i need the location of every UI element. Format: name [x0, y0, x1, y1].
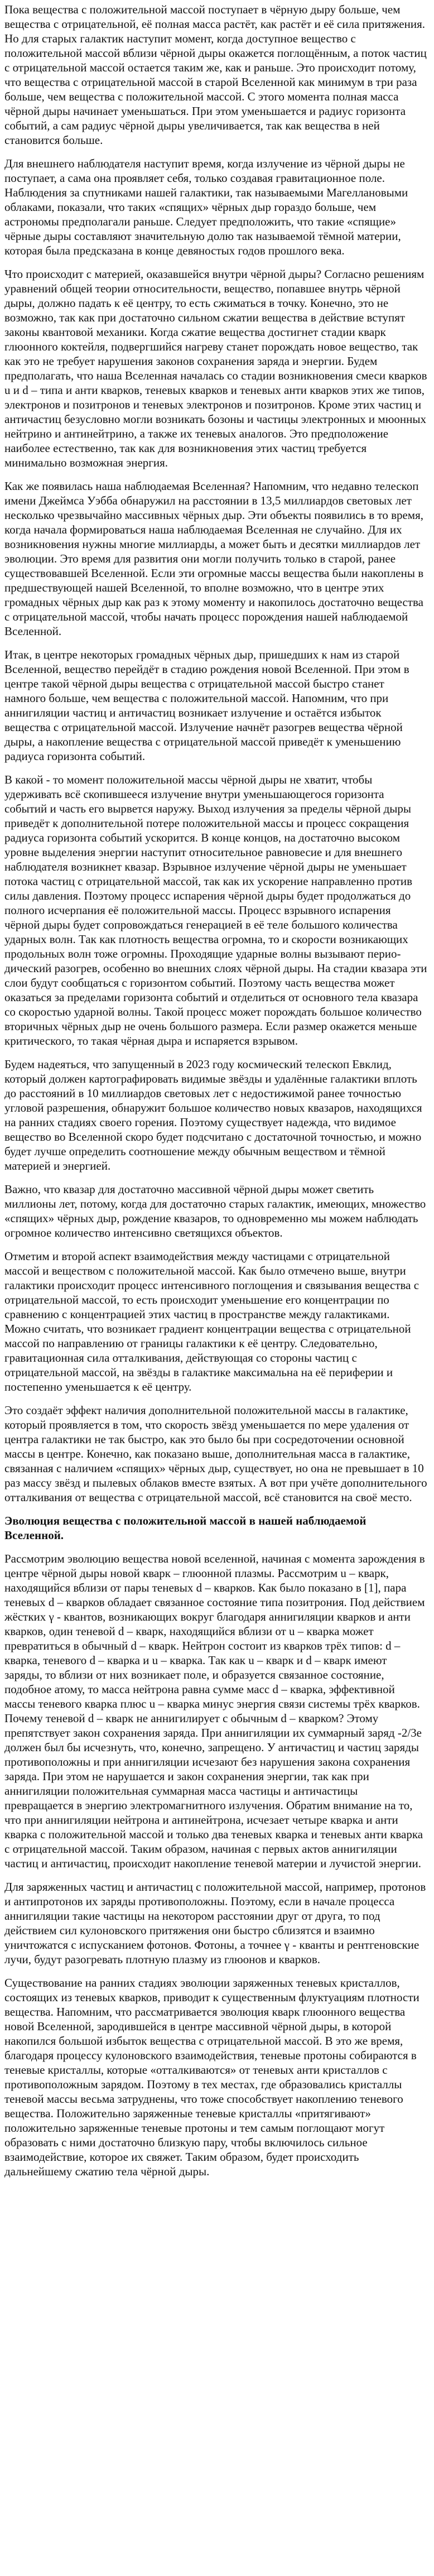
- paragraph: Отметим и второй аспект взаимодействия между частицами с отрицательной массой и веществом с положительной массой. Как было отмечено выше, внутри галактики происходит процесс интенсивного поглощения и связывания вещества с отрицательной массой, то есть происходит уменьшение его концентрации по сравнению с концентрацией этих частиц в пространстве между галактиками. Можно считать, что возникает градиент концентрации вещества с отрицательной массой по направлению от границы галактики к её центру. Следовательно, гравитационная сила отталкивания, действующая со стороны частиц с отрицательной массой, на звёзды в галактике максимальна на её периферии и постепенно уменьшается к её центру.: [4, 1249, 419, 1393]
- paragraph: Существование на ранних стадиях эволюции заряженных теневых кристаллов, состоящих из теневых кварков, приводит к существенным флуктуациям плотности вещества. Напомним, что рассматривается эволюция кварк глюонного вещества новой Вселенной, зародившейся в центре массивной чёрной дыры, в которой накопился большой избыток вещества с отрицательной массой. В это же время, благодаря процессу кулоновского взаимодействия, теневые протоны собираются в теневые кристаллы, которые «отталкиваются» от теневых анти кристаллов с противоположным зарядом. Поэтому в тех местах, где образовались кристаллы теневой массы весьма затруднены, что тоже способствует накоплению теневого вещества. Положительно заряженные теневые кристаллы «притягивают» положительно заряженные теневые протоны и тем самым поглощают могут образовать с ними достаточно близкую пару, чтобы включилось сильное взаимодействие, которое их свяжет. Таким образом, будет происходить дальнейшему сжатию тела чёрной дыры.: [4, 1976, 419, 2178]
- paragraph: Рассмотрим эволюцию вещества новой вселенной, начиная с момента зарождения в центре чёрной дыры новой кварк – глюонной плазмы. Рассмотрим u – кварк, находящийся вблизи от пары теневых d – кварков. Как было показано в [1], пара теневых d – кварков обладает связанное состояние типа позитрония. Под действием жёстких γ - квантов, возникающих вокруг благодаря аннигиляции кварков и анти кварков, один теневой d – кварк, находящийся вблизи от u – кварка может превратиться в обычный d – кварк. Нейтрон состоит из кварков трёх типов: d – кварка, теневого d – кварка и u – кварка. Так как u – кварк и d – кварк имеют заряды, то вблизи от них возникает поле, и образуется связанное состояние, подобное атому, то масса нейтрона равна сумме масс d – кварка, эффективной массы теневого кварка плюс u – кварка минус энергия связи системы трёх кварков. Почему теневой d – кварк не аннигилирует с обычным d – кварком? Этому препятствует закон сохранения заряда. При аннигиляции их суммарный заряд -2/3e должен был бы исчезнуть, что, конечно, запрещено. У античастиц и частиц заряды противоположны и при аннигиляции исчезают без нарушения закона сохранения заряда. При этом не нарушается и закон сохранения энергии, так как при аннигиляции положительная суммарная масса частицы и античастицы превращается в энергию электромагнитного излучения. Обратим внимание на то, что при аннигиляции нейтрона и антинейтрона, исчезает четыре кварка и анти кварка с положительной массой и только два теневых кварка и теневых анти кварка с отрицательной массой. Таким образом, начиная с первых актов аннигиляции частиц и античастиц, происходит накопление теневой материи и лучистой энергии.: [4, 1552, 425, 1870]
- section-heading: Эволюция вещества с положительной массой в нашей наблюдаемой Вселенной.: [4, 1514, 367, 1542]
- paragraph: Для внешнего наблюдателя наступит время, когда излучение из чёрной дыры не поступает, а сама она проявляет себя, только создавая гравитационное поле. Наблюдения за спутниками нашей галактики, так называемыми Магеллановыми облаками, показали, что таких «спящих» чёрных дыр гораздо больше, чем астрономы предполагали раньше. Следует предположить, что такие «спящие» чёрные дыры составляют значительную долю так называемой тёмной материи, которая была предсказана в конце девяностых годов прошлого века.: [4, 157, 408, 257]
- paragraph: Будем надеяться, что запущенный в 2023 году космический телескоп Евклид, который должен картографировать видимые звёзды и удалённые галактики вплоть до расстояний в 10 миллиардов световых лет с недостижимой ранее точностью угловой разрешения, обнаружит большое количество новых квазаров, находящихся на ранних стадиях своего горения. Поэтому существует надежда, что видимое вещество во Вселенной скоро будет подсчитано с достаточной точностью, и можно будет лучше определить соотношение между обычным веществом и тёмной материей и энергией.: [4, 1058, 422, 1172]
- paragraph: Для заряженных частиц и античастиц с положительной массой, например, протонов и антипротонов их заряды противоположны. Поэтому, если в начале процесса аннигиляции такие частицы на некотором расстоянии друг от друга, то под действием сил кулоновского притяжения они быстро сблизятся и взаимно уничтожатся с испусканием фотонов. Фотоны, а точнее γ - кванты и рентгеновские лучи, будут разогревать плотную плазму из глюонов и кварков.: [4, 1880, 426, 1966]
- paragraph: Итак, в центре некоторых громадных чёрных дыр, пришедших к нам из старой Вселенной, вещество перейдёт в стадию рождения новой Вселенной. При этом в центре такой чёрной дыры вещества с отрицательной массой быстро станет намного больше, чем вещества с положительной массой. Напомним, что при аннигиляции частиц и античастиц возникает излучение и остаётся избыток вещества с отрицательной массой. Излучение начнёт разогрев вещества чёрной дыры, а накопление вещества с отрицательной массой приведёт к уменьшению радиуса горизонта событий.: [4, 648, 409, 763]
- paragraph: Это создаёт эффект наличия дополнительной положительной массы в галактике, который проявляется в том, что скорость звёзд уменьшается по мере удаления от центра галактики не так быстро, как это было бы при сосредоточении основной массы в центре. Конечно, как показано выше, дополнительная масса в галактике, связанная с наличием «спящих» чёрных дыр, существует, но она не превышает в 10 раз массу звёзд и пылевых облаков вместе взятых. А вот при учёте дополнительного отталкивания от вещества с отрицательной массой, всё становится на своё место.: [4, 1404, 427, 1504]
- paragraph: В какой - то момент положительной массы чёрной дыры не хватит, чтобы удерживать всё скопившееся излучение внутри уменьшающегося горизонта событий и часть его вырвется наружу. Выход излучения за пределы чёрной дыры приведёт к дополнительной потере положительной массы и процесс сокращения радиуса горизонта событий ускорится. В конце концов, на достаточно высоком уровне выделения энергии наступит относительное равновесие и для внешнего наблюдателя возникнет квазар. Взрывное излучение чёрной дыры не уменьшает потока частиц с отрицательной массой, так как их ускорение направленно против силы давления. Поэтому процесс испарения чёрной дыры будет продолжаться до полного исчерпания её положительной массы. Процесс взрывного испарения чёрной дыры будет сопровождаться генерацией в её теле большого количества ударных волн. Так как плотность вещества огромна, то и скорости возникающих продольных волн тоже огромны. Проходящие ударные волны вызывают перио-дический разогрев, особенно во внешних слоях чёрной дыры. На стадии квазара эти слои будут сообщаться с горизонтом событий. Поэтому часть вещества может оказаться за пределами горизонта событий и отделиться от основного тела квазара со скоростью ударной волны. Такой процесс может порождать большое количество вторичных чёрных дыр не очень большого размера. Если размер окажется меньше критического, то такая чёрная дыра и испаряется взрывом.: [4, 773, 427, 1047]
- paragraph: Что происходит с материей, оказавшейся внутри чёрной дыры? Согласно решениям уравнений общей теории относительности, вещество, попавшее внутрь чёрной дыры, должно падать к её центру, то есть сжиматься в точку. Конечно, это не возможно, так как при достаточно сильном сжатии вещества в действие вступят законы квантовой механики. Когда сжатие вещества достигнет стадии кварк глюонного коктейля, подвергшийся нагреву станет порождать новое вещество, так как это не требует нарушения законов сохранения заряда и энергии. Будем предполагать, что наша Вселенная началась со стадии возникновения смеси кварков u и d – типа и анти кварков, теневых кварков и теневых анти кварков этих же типов, электронов и позитронов и теневых электронов и позитронов. Кроме этих частиц и античастиц безусловно могли возникать бозоны и частицы электронных и мюонных нейтрино и антинейтрино, а также их теневых аналогов. Это предположение наиболее естественно, так как для возникновения этих частиц требуется минимально возможная энергия.: [4, 267, 427, 469]
- paragraph: Пока вещества с положительной массой поступает в чёрную дыру больше, чем вещества с отрицательной, её полная масса растёт, как растёт и её сила притяжения. Но для старых галактик наступит момент, когда доступное вещество с положительной массой вблизи чёрной дыры окажется поглощённым, а поток частиц с отрицательной массой остается таким же, как и раньше. Это происходит потому, что вещества с отрицательной массой в старой Вселенной как минимум в три раза больше, чем вещества с положительной массой. С этого момента полная масса чёрной дыры начинает уменьшаться. При этом уменьшается и радиус горизонта событий, а сам радиус чёрной дыры увеличивается, так как вещества в ней становится больше.: [4, 3, 427, 147]
- paragraph: Важно, что квазар для достаточно массивной чёрной дыры может светить миллионы лет, потому, когда для достаточно старых галактик, имеющих, множество «спящих» чёрных дыр, рождение квазаров, то одновременно мы можем наблюдать огромное количество интенсивно светящихся объектов.: [4, 1183, 426, 1239]
- paragraph: Как же появилась наша наблюдаемая Вселенная? Напомним, что недавно телескоп имени Джеймса Уэбба обнаружил на расстоянии в 13,5 миллиардов световых лет несколько чрезвычайно массивных чёрных дыр. Эти объекты появились в то время, когда начала формироваться наша наблюдаемая Вселенная не случайно. Для их возникновения нужны многие миллиарды, а может быть и десятки миллиардов лет эволюции. Это время для развития они могли получить только в старой, ранее существовавшей Вселенной. Если эти огромные массы вещества были накоплены в предшествующей нашей Вселенной, то вполне возможно, что в центре этих громадных чёрных дыр как раз к этому моменту и накопилось достаточно вещества с отрицательной массой, чтобы начать процесс порождения нашей наблюдаемой Вселенной.: [4, 479, 424, 638]
